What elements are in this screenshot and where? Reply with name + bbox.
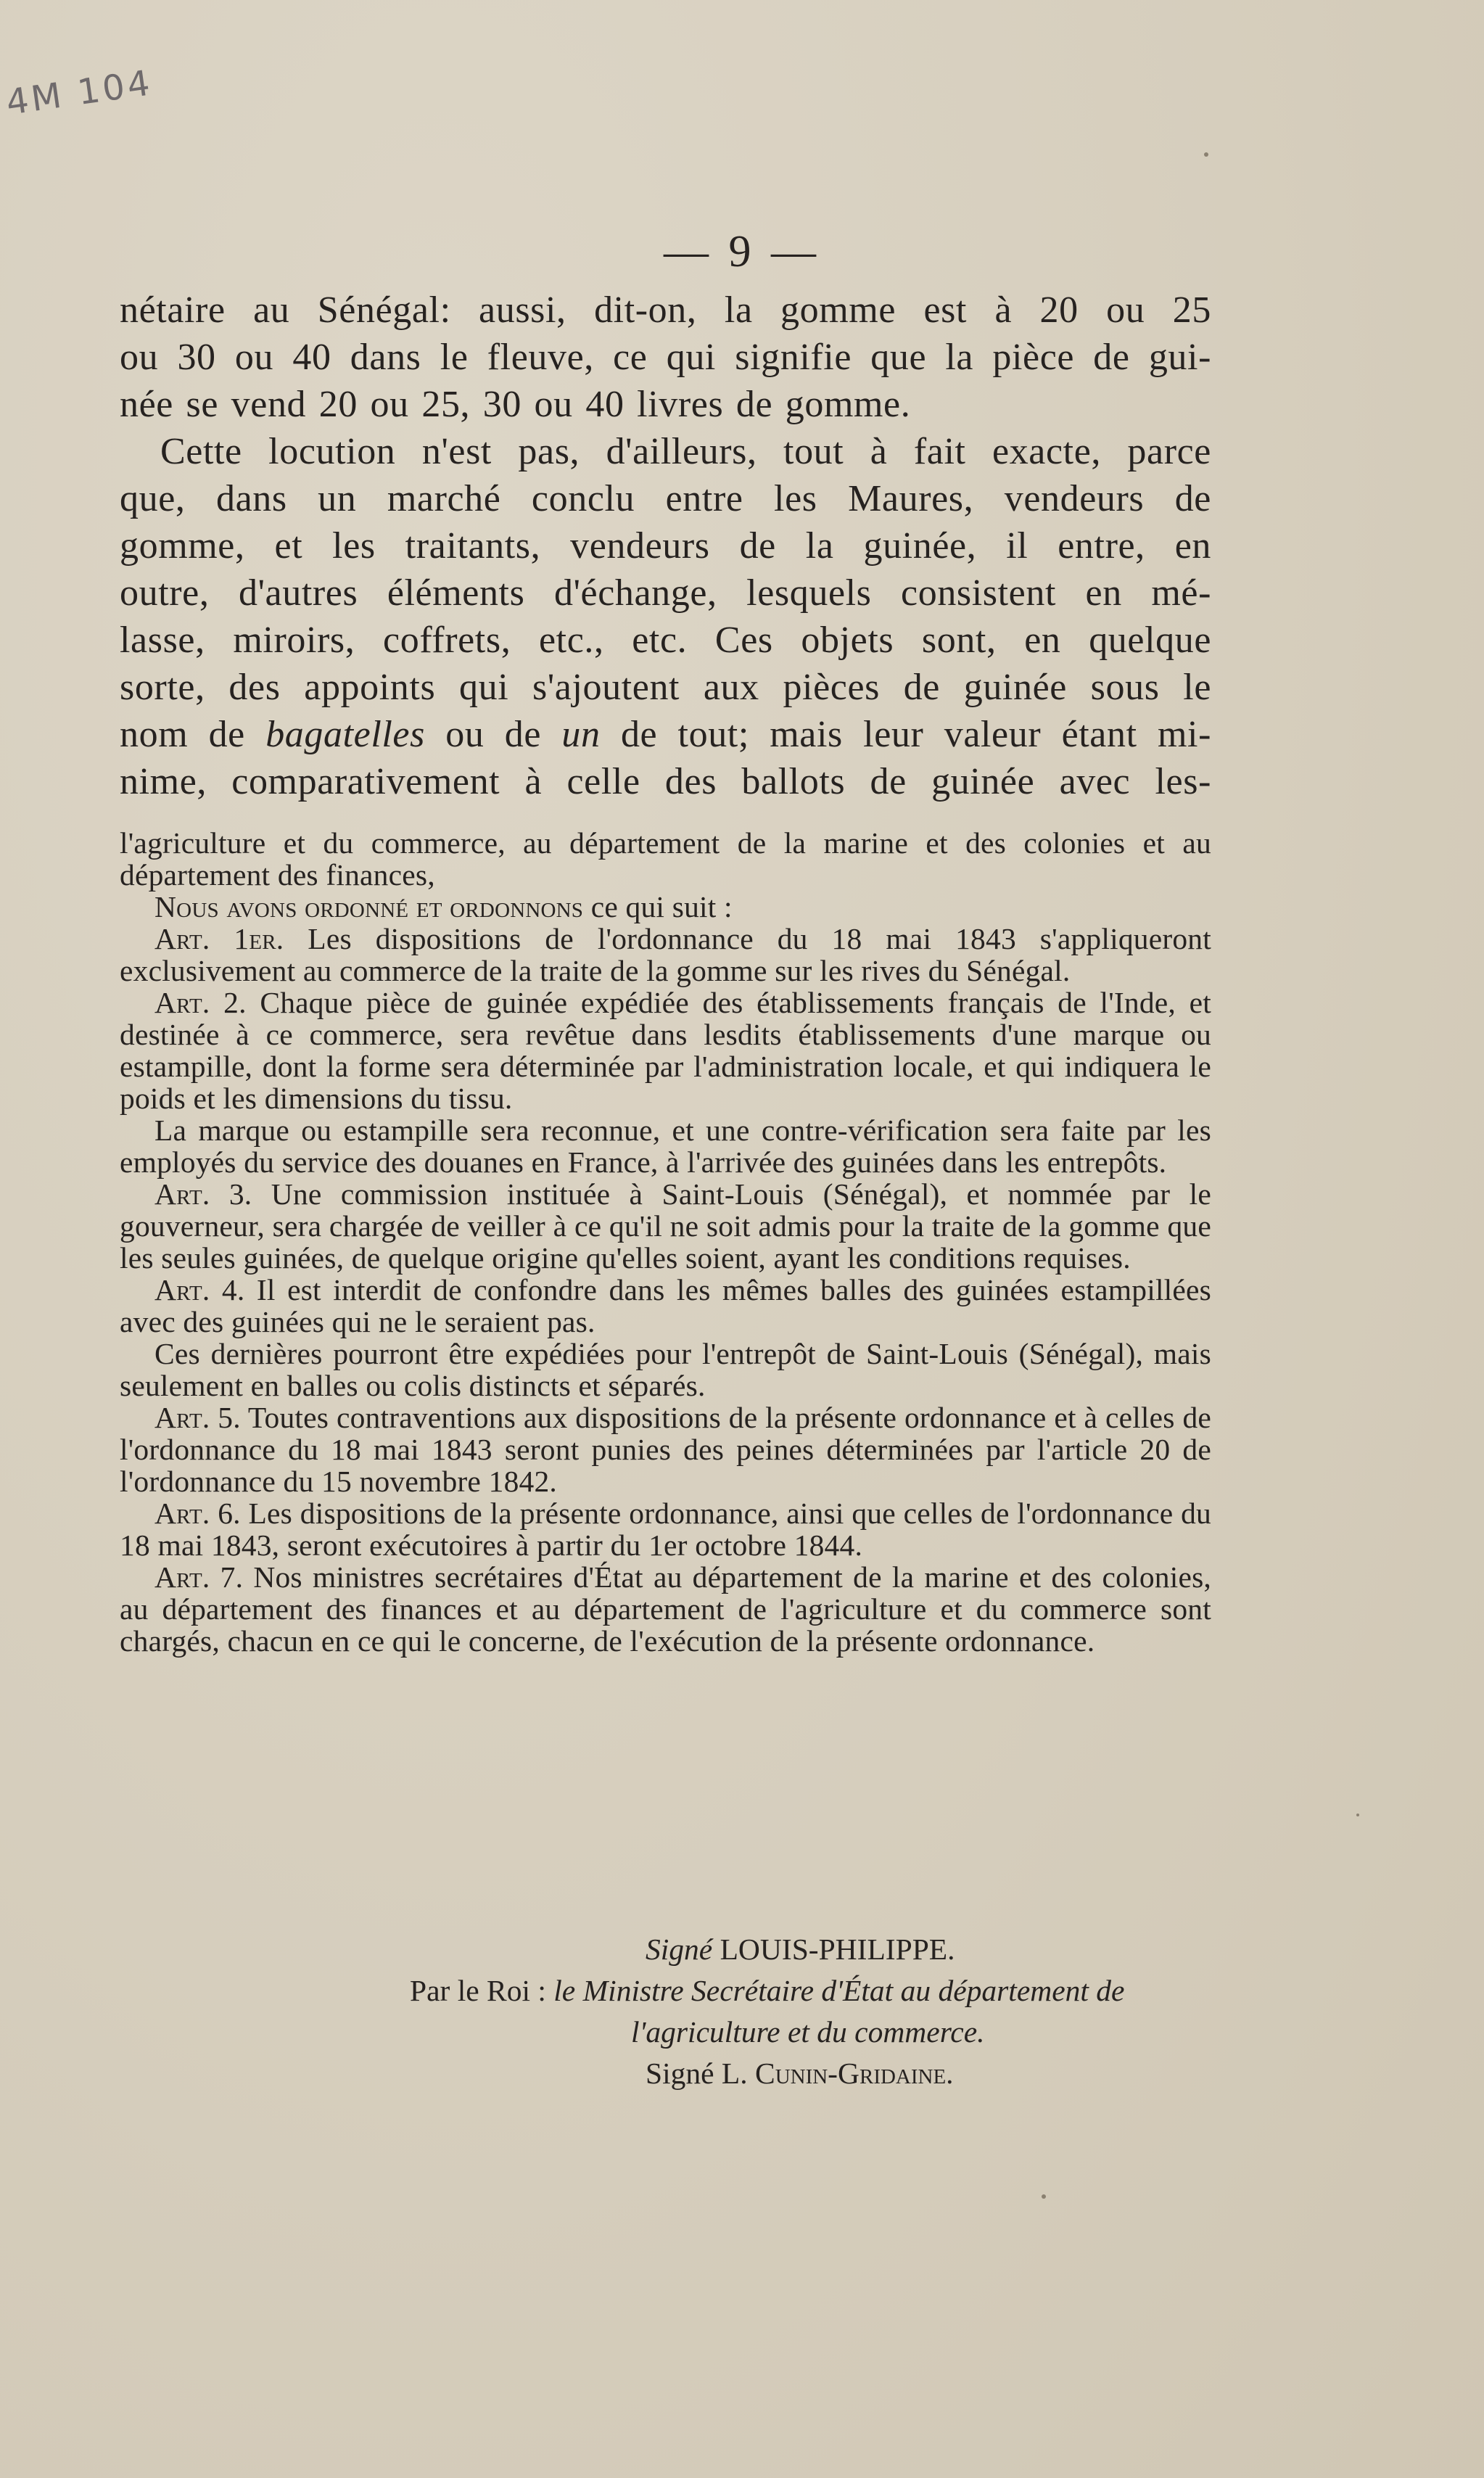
signature-king [646,1933,955,1965]
article-2 [120,987,1211,1114]
italic-word: un [561,714,601,755]
par-le-roi-label: Par le Roi : [410,1974,554,2007]
article-text: Il est interdit de confondre dans les mêmes balles des guinées estampillées avec des guinées qui ne le seraient pas. [120,1273,1211,1338]
article-7 [120,1561,1211,1657]
text-line: outre, d'autres éléments d'échange, lesquels consistent en mé- [120,572,1211,614]
article-5 [120,1401,1211,1497]
text-line: née se vend 20 ou 25, 30 ou 40 livres de gomme. [120,384,911,425]
article-heading: Art. 2. [154,986,247,1019]
margin-handwritten-note: 4M 104 [4,62,155,123]
article-3 [120,1178,1211,1274]
king-name: LOUIS-PHILIPPE. [712,1932,955,1966]
text-line: gomme, et les traitants, vendeurs de la guinée, il entre, en [120,525,1211,567]
page-number: — 9 — [664,227,820,276]
article-text: Toutes contraventions aux dispositions de la présente ordonnance et à celles de l'ordonnance du 18 mai 1843 seront punies des peines déterminées par l'article 20 de l'ordonnance du 15 novembre 1842. [120,1401,1212,1498]
paper-speck [1356,1814,1359,1816]
signe-minister-label: Signé L. [646,2057,756,2090]
article-text: Les dispositions de l'ordonnance du 18 mai 1843 s'appliqueront exclusivement au commerce de la traite de la gomme sur les rives du Sénégal. [120,922,1211,987]
text-line [120,711,1211,758]
text-line: sorte, des appoints qui s'ajoutent aux pièces de guinée sous le [120,667,1211,708]
signe-label: Signé [646,1932,713,1966]
text-line: nétaire au Sénégal: aussi, dit-on, la gomme est à 20 ou 25 [120,289,1211,331]
paper-speck [1042,2194,1046,2199]
article-heading: Art. 5. [154,1401,241,1434]
minister-name: Cunin-Gridaine. [755,2057,954,2090]
text-segment: nom de [120,714,266,755]
article-heading: Art. 4. [154,1273,245,1306]
text-segment: de tout; mais leur valeur étant mi- [600,714,1211,755]
paper-speck [1204,152,1208,157]
article-heading: Art. 3. [154,1177,252,1211]
signature-minister [646,2057,954,2089]
text-line: lasse, miroirs, coffrets, etc., etc. Ces objets sont, en quelque [120,620,1211,661]
signature-par-le-roi [410,1975,1124,2006]
article-text: Nos ministres secrétaires d'État au département de la marine et des colonies, au département des finances et au département de l'agriculture et du commerce sont chargés, chacun en ce qui le concerne, de l'exécution de la présente ordonnance. [120,1560,1212,1658]
article-heading: Art. 1er. [154,922,284,955]
decree-caps: Nous avons ordonné et ordonnons [154,890,584,923]
article-text: Chaque pièce de guinée expédiée des établissements français de l'Inde, et destinée à ce commerce, sera revêtue dans lesdits établissements d'une marque ou estampille, dont la forme sera déterminée par l'administration locale, et qui indiquera le poids et les dimensions du tissu. [120,986,1212,1115]
decree-rest: ce qui suit : [583,890,733,923]
article-text: Une commission instituée à Saint-Louis (Sénégal), et nommée par le gouverneur, sera chargée de veiller à ce qu'il ne soit admis pour la traite de la gomme que les seules guinées, de quelque origine qu'elles soient, ayant les conditions requises. [120,1177,1211,1275]
article-4 [120,1274,1211,1338]
article-text: Les dispositions de la présente ordonnance, ainsi que celles de l'ordonnance du 18 mai 1843, seront exécutoires à partir du 1er octobre 1844. [120,1497,1211,1562]
intro-paragraph: l'agriculture et du commerce, au département de la marine et des colonies et au département des finances, [120,826,1211,892]
article-heading: Art. 7. [154,1560,244,1594]
decree-paragraph [120,891,1211,923]
signature-minister-title-cont: l'agriculture et du commerce. [631,2015,985,2049]
article-4-continued: Ces dernières pourront être expédiées pour l'entrepôt de Saint-Louis (Sénégal), mais seulement en balles ou colis distincts et séparés. [120,1337,1211,1402]
minister-title: le Ministre Secrétaire d'État au département de [553,1974,1125,2007]
article-1 [120,923,1211,987]
article-6 [120,1497,1211,1561]
text-segment: ou de [424,714,562,755]
italic-word: bagatelles [265,714,425,755]
footnote-ordonnance-block [120,827,1211,1657]
text-line: Cette locution n'est pas, d'ailleurs, tout à fait exacte, parce [160,431,1211,472]
text-line: ou 30 ou 40 dans le fleuve, ce qui signifie que la pièce de gui- [120,337,1211,378]
article-heading: Art. 6. [154,1497,241,1530]
article-2-continued: La marque ou estampille sera reconnue, et une contre-vérification sera faite par les employés du service des douanes en France, à l'arrivée des guinées dans les entrepôts. [120,1114,1211,1179]
text-line: nime, comparativement à celle des ballots de guinée avec les- [120,761,1211,802]
text-line: que, dans un marché conclu entre les Maures, vendeurs de [120,478,1211,519]
main-text-block [120,287,1211,805]
